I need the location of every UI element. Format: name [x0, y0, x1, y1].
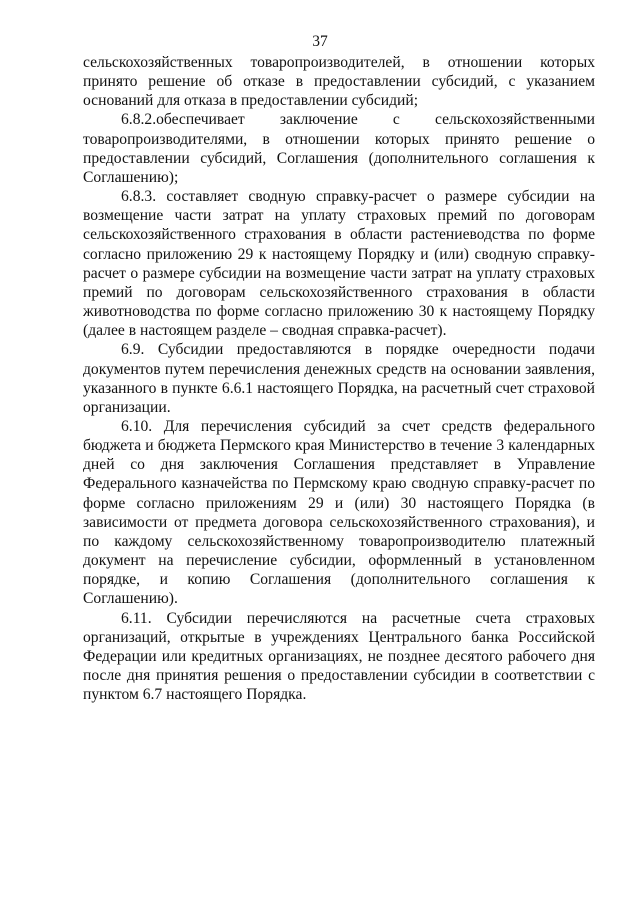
paragraph-6-8-3: 6.8.3. составляет сводную справку-расчет о размере субсидии на возмещение части затрат на уплату страховых премий по договорам сельскохозяйственного страхования в области растениеводства по форме согласно приложению 29 к настоящему Порядку и (или) сводную справку-расчет о размере субсидии на возмещение части затрат на уплату страховых премий по договорам сельскохозяйственного страхования в области животноводства по форме согласно приложению 30 к настоящему Порядку (далее в настоящем разделе – сводная справка-расчет).	[83, 188, 595, 340]
paragraph-6-9: 6.9. Субсидии предоставляются в порядке очередности подачи документов путем перечисления денежных средств на основании заявления, указанного в пункте 6.6.1 настоящего Порядка, на расчетный счет страховой организации.	[83, 341, 595, 416]
paragraph-6-11: 6.11. Субсидии перечисляются на расчетные счета страховых организаций, открытые в учреждениях Центрального банка Российской Федерации или кредитных организациях, не позднее десятого рабочего дня после дня принятия решения о предоставлении субсидии в соответствии с пунктом 6.7 настоящего Порядка.	[83, 609, 595, 704]
paragraph-6-10: 6.10. Для перечисления субсидий за счет средств федерального бюджета и бюджета Пермского края Министерство в течение 3 календарных дней со дня заключения Соглашения представляет в Управление Федерального казначейства по Пермскому краю сводную справку-расчет по форме согласно приложениям 29 и (или) 30 настоящего Порядка (в зависимости от предмета договора сельскохозяйственного страхования), и по каждому сельскохозяйственному товаропроизводителю платежный документ на перечисление субсидии, оформленный в установленном порядке, и копию Соглашения (дополнительного соглашения к Соглашению).	[83, 417, 595, 608]
document-body	[83, 53, 595, 704]
page-number: 37	[312, 33, 328, 50]
paragraph-continuation: сельскохозяйственных товаропроизводителей, в отношении которых принято решение об отказе в предоставлении субсидий, с указанием оснований для отказа в предоставлении субсидий;	[83, 54, 595, 110]
paragraph-6-8-2: 6.8.2.обеспечивает заключение с сельскохозяйственными товаропроизводителями, в отношении которых принято решение о предоставлении субсидий, Соглашения (дополнительного соглашения к Соглашению);	[83, 111, 595, 186]
